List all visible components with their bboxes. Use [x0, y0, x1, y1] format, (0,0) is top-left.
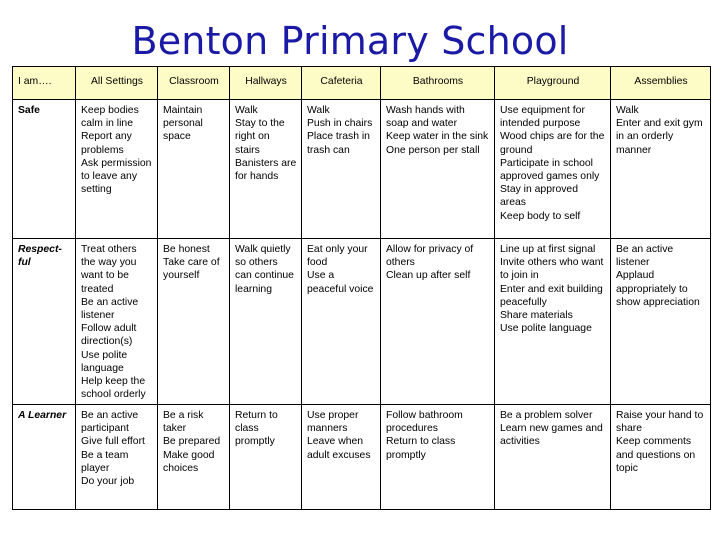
cell-line: Stay to the right on stairs — [235, 118, 285, 156]
table-row — [13, 100, 711, 239]
cell-line: Do your job — [81, 476, 135, 488]
matrix-body — [13, 100, 711, 510]
cell-line: Invite others who want to join in — [500, 257, 604, 282]
cell-line: Eat only your food — [307, 244, 368, 269]
column-header-playground: Playground — [495, 67, 611, 100]
cell-line: Learn new games and activities — [500, 423, 603, 448]
cell-line: Be prepared — [163, 436, 221, 448]
cell-line: Use polite language — [81, 349, 128, 374]
cell-line: Participate in school approved games only — [500, 157, 600, 183]
cell-line: Banisters are for hands — [235, 157, 297, 183]
cell-line: Maintain personal space — [163, 105, 203, 143]
cell-assemblies — [611, 100, 711, 239]
cell-line: Be honest — [163, 244, 210, 255]
cell-line: Wash hands with soap and water — [386, 105, 465, 130]
cell-line: Enter and exit building peacefully — [500, 283, 603, 308]
column-header-hallways: Hallways — [230, 67, 302, 100]
column-header-bathrooms: Bathrooms — [381, 67, 495, 100]
cell-bathrooms — [381, 100, 495, 239]
cell-hallways — [230, 239, 302, 405]
cell-line: Use a peaceful voice — [307, 270, 374, 295]
column-header-i-am: I am…. — [13, 67, 76, 100]
cell-line: Return to class promptly — [386, 436, 456, 461]
cell-line: Give full effort — [81, 436, 145, 448]
cell-line: Be a problem solver — [500, 410, 593, 421]
cell-playground — [495, 100, 611, 239]
page-title: Benton Primary School — [131, 19, 569, 63]
cell-all-settings — [76, 100, 158, 239]
cell-line: Walk — [235, 105, 258, 116]
cell-line: Applaud appropriately to show appreciation — [616, 270, 700, 308]
cell-cafeteria — [302, 239, 381, 405]
cell-line: Help keep the school orderly — [81, 376, 146, 401]
header-row — [13, 67, 711, 100]
cell-bathrooms — [381, 239, 495, 405]
cell-playground — [495, 405, 611, 510]
cell-line: Keep body to self — [500, 210, 581, 222]
cell-line: Be a team player — [81, 449, 129, 474]
cell-line: Raise your hand to share — [616, 410, 704, 435]
column-header-cafeteria: Cafeteria — [302, 67, 381, 100]
cell-line: Walk — [307, 105, 330, 116]
cell-line: One person per stall — [386, 144, 480, 156]
cell-line: Allow for privacy of others — [386, 244, 474, 269]
cell-line: Push in chairs — [307, 118, 373, 130]
cell-line: Ask permission to leave any setting — [81, 157, 152, 196]
cell-line: Follow adult direction(s) — [81, 323, 137, 348]
cell-classroom — [158, 239, 230, 405]
behavior-matrix-table — [12, 66, 711, 510]
column-header-all-settings: All Settings — [76, 67, 158, 100]
cell-classroom — [158, 405, 230, 510]
cell-line: Use polite language — [500, 323, 592, 335]
cell-line: Be an active participant — [81, 410, 139, 435]
cell-all-settings — [76, 239, 158, 405]
cell-line: Be an active listener — [616, 244, 674, 269]
cell-line: Clean up after self — [386, 270, 471, 282]
cell-line: Share materials — [500, 310, 573, 322]
cell-line: Use proper manners — [307, 410, 359, 435]
cell-line: Treat others the way you want to be treated — [81, 244, 137, 295]
cell-line: Report any problems — [81, 131, 132, 156]
table-row — [13, 239, 711, 405]
row-label: Respect-ful — [13, 239, 76, 405]
cell-line: Be an active listener — [81, 296, 139, 322]
cell-line: Leave when adult excuses — [307, 436, 371, 461]
cell-assemblies — [611, 405, 711, 510]
cell-line: Place trash in trash can — [307, 131, 370, 156]
cell-playground — [495, 239, 611, 405]
cell-line: Enter and exit gym in an orderly manner — [616, 118, 703, 156]
cell-all-settings — [76, 405, 158, 510]
cell-hallways — [230, 100, 302, 239]
cell-line: Line up at first signal — [500, 244, 596, 255]
row-label: Safe — [13, 100, 76, 239]
cell-line: Return to class promptly — [235, 410, 278, 448]
cell-line: Make good choices — [163, 449, 215, 474]
cell-cafeteria — [302, 100, 381, 239]
cell-line: Walk quietly so others can continue learning — [235, 244, 294, 295]
cell-line: Be a risk taker — [163, 410, 204, 435]
cell-classroom — [158, 100, 230, 239]
cell-line: Keep water in the sink — [386, 131, 489, 143]
cell-line: Keep comments and questions on topic — [616, 436, 696, 474]
cell-line: Walk — [616, 105, 639, 116]
cell-line: Use equipment for intended purpose — [500, 105, 585, 130]
cell-line: Stay in approved areas — [500, 184, 578, 209]
cell-hallways — [230, 405, 302, 510]
cell-line: Keep bodies calm in line — [81, 105, 139, 130]
cell-line: Follow bathroom procedures — [386, 410, 463, 435]
column-header-classroom: Classroom — [158, 67, 230, 100]
column-header-assemblies: Assemblies — [611, 67, 711, 100]
table-row — [13, 405, 711, 510]
cell-line: Take care of yourself — [163, 257, 220, 282]
cell-bathrooms — [381, 405, 495, 510]
row-label: A Learner — [13, 405, 76, 510]
cell-line: Wood chips are for the ground — [500, 131, 605, 156]
cell-assemblies — [611, 239, 711, 405]
cell-cafeteria — [302, 405, 381, 510]
